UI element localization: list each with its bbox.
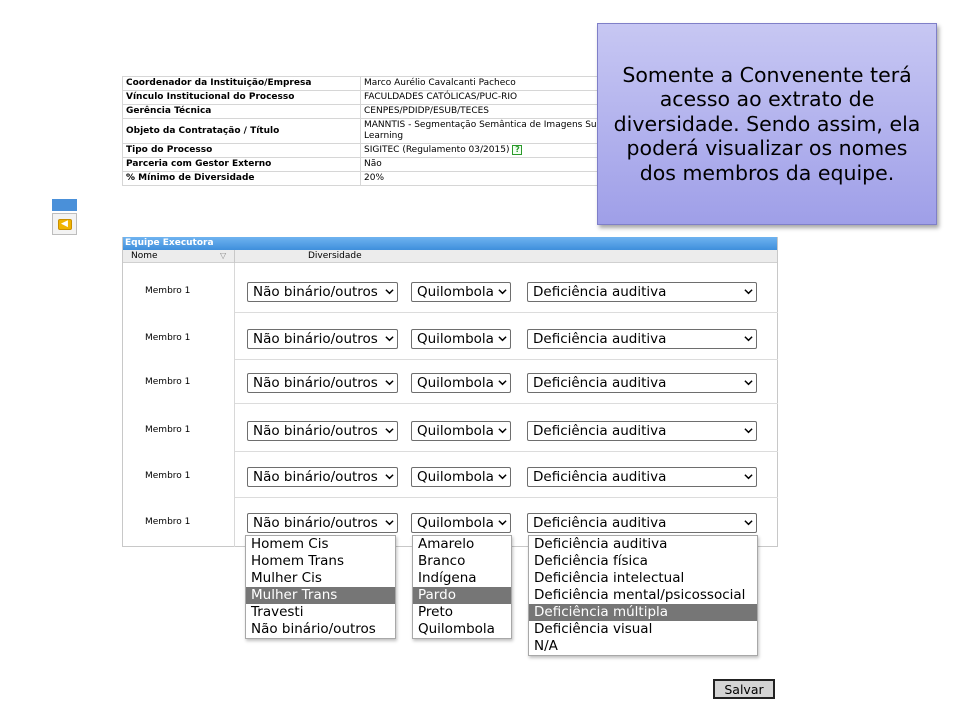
- sort-icon[interactable]: ▽: [220, 251, 227, 260]
- disability-dropdown-list[interactable]: [528, 535, 758, 656]
- info-value-line: MANNTIS - Segmentação Semântica de Imagens Su: [364, 120, 597, 130]
- team-column-header: [123, 250, 777, 263]
- chevron-down-icon: [744, 472, 753, 481]
- team-title: Equipe Executora: [123, 237, 777, 250]
- info-row: [123, 105, 622, 119]
- disability-option[interactable]: Deficiência física: [534, 553, 648, 569]
- disability-select[interactable]: [527, 282, 757, 302]
- info-label: Objeto da Contratação / Título: [123, 119, 361, 144]
- team-panel: [122, 237, 778, 547]
- info-label: % Mínimo de Diversidade: [123, 172, 361, 186]
- disability-option[interactable]: Deficiência múltipla: [529, 604, 757, 621]
- disability-option[interactable]: N/A: [534, 638, 558, 654]
- back-button[interactable]: [52, 213, 77, 235]
- race-option[interactable]: Amarelo: [418, 536, 475, 552]
- member-name: Membro 1: [145, 286, 191, 296]
- select-value: Deficiência auditiva: [533, 331, 667, 347]
- gender-select[interactable]: [247, 467, 398, 487]
- row-divider: [235, 451, 778, 452]
- gender-dropdown-list[interactable]: [245, 535, 396, 639]
- row-divider: [235, 312, 778, 313]
- race-option[interactable]: Preto: [418, 604, 454, 620]
- info-label: Vínculo Institucional do Processo: [123, 91, 361, 105]
- chevron-down-icon: [744, 287, 753, 296]
- info-value: Marco Aurélio Cavalcanti Pacheco: [361, 77, 622, 91]
- chevron-down-icon: [498, 287, 507, 296]
- info-value-line: Learning: [364, 131, 404, 141]
- chevron-down-icon: [498, 334, 507, 343]
- race-option[interactable]: Pardo: [413, 587, 511, 604]
- select-value: Não binário/outros: [253, 331, 378, 347]
- info-value: FACULDADES CATÓLICAS/PUC-RIO: [361, 91, 622, 105]
- member-name: Membro 1: [145, 425, 191, 435]
- row-divider: [235, 497, 778, 498]
- disability-option[interactable]: Deficiência visual: [534, 621, 653, 637]
- info-value: Não: [361, 158, 622, 172]
- select-value: Não binário/outros: [253, 469, 378, 485]
- chevron-down-icon: [498, 426, 507, 435]
- select-value: Deficiência auditiva: [533, 515, 667, 531]
- disability-option[interactable]: Deficiência mental/psicossocial: [534, 587, 746, 603]
- info-row: [123, 144, 622, 158]
- gender-select[interactable]: [247, 282, 398, 302]
- process-info-table: [122, 76, 622, 186]
- gender-option[interactable]: Homem Cis: [251, 536, 329, 552]
- race-select[interactable]: [411, 513, 511, 533]
- disability-select[interactable]: [527, 467, 757, 487]
- info-row: [123, 91, 622, 105]
- member-name: Membro 1: [145, 517, 191, 527]
- select-value: Quilombola: [417, 331, 494, 347]
- column-separator: [234, 250, 235, 263]
- gender-option[interactable]: Não binário/outros: [251, 621, 376, 637]
- info-row: [123, 158, 622, 172]
- chevron-down-icon: [744, 334, 753, 343]
- chevron-down-icon: [744, 518, 753, 527]
- select-value: Quilombola: [417, 515, 494, 531]
- member-name: Membro 1: [145, 333, 191, 343]
- info-value-text: SIGITEC (Regulamento 03/2015): [364, 145, 510, 155]
- select-value: Deficiência auditiva: [533, 469, 667, 485]
- race-select[interactable]: [411, 421, 511, 441]
- chevron-down-icon: [385, 287, 394, 296]
- info-value: [361, 144, 622, 158]
- info-row: [123, 119, 622, 144]
- chevron-down-icon: [744, 426, 753, 435]
- info-value: CENPES/PDIDP/ESUB/TECES: [361, 105, 622, 119]
- column-divider: [234, 263, 235, 547]
- gender-select[interactable]: [247, 513, 398, 533]
- member-name: Membro 1: [145, 471, 191, 481]
- select-value: Deficiência auditiva: [533, 423, 667, 439]
- info-label: Tipo do Processo: [123, 144, 361, 158]
- chevron-down-icon: [385, 334, 394, 343]
- column-nome[interactable]: Nome: [131, 251, 158, 261]
- select-value: Não binário/outros: [253, 515, 378, 531]
- gender-option[interactable]: Mulher Cis: [251, 570, 322, 586]
- info-value: 20%: [361, 172, 622, 186]
- chevron-down-icon: [385, 518, 394, 527]
- chevron-down-icon: [498, 378, 507, 387]
- info-label: Parceria com Gestor Externo: [123, 158, 361, 172]
- race-select[interactable]: [411, 329, 511, 349]
- callout-note: [597, 23, 937, 225]
- select-value: Não binário/outros: [253, 375, 378, 391]
- race-select[interactable]: [411, 467, 511, 487]
- info-row: [123, 77, 622, 91]
- select-value: Quilombola: [417, 375, 494, 391]
- race-option[interactable]: Quilombola: [418, 621, 495, 637]
- side-tab-indicator: [52, 199, 77, 211]
- race-dropdown-list[interactable]: [412, 535, 512, 639]
- back-arrow-icon: ◀: [58, 219, 72, 230]
- info-row: [123, 172, 622, 186]
- race-select[interactable]: [411, 282, 511, 302]
- row-divider: [235, 403, 778, 404]
- select-value: Deficiência auditiva: [533, 284, 667, 300]
- race-option[interactable]: Branco: [418, 553, 466, 569]
- gender-option[interactable]: Travesti: [251, 604, 304, 620]
- select-value: Quilombola: [417, 469, 494, 485]
- info-value: [361, 119, 622, 144]
- callout-text: Somente a Convenente terá acesso ao extrato de diversidade. Sendo assim, ela poderá visualizar os nomes dos membros da equipe.: [613, 62, 921, 185]
- chevron-down-icon: [498, 518, 507, 527]
- gender-option[interactable]: Homem Trans: [251, 553, 344, 569]
- member-name: Membro 1: [145, 377, 191, 387]
- select-value: Deficiência auditiva: [533, 375, 667, 391]
- row-divider: [235, 359, 778, 360]
- gender-select[interactable]: [247, 421, 398, 441]
- select-value: Quilombola: [417, 284, 494, 300]
- select-value: Não binário/outros: [253, 423, 378, 439]
- chevron-down-icon: [385, 426, 394, 435]
- disability-select[interactable]: [527, 373, 757, 393]
- chevron-down-icon: [385, 472, 394, 481]
- info-label: Gerência Técnica: [123, 105, 361, 119]
- disability-option[interactable]: Deficiência auditiva: [534, 536, 668, 552]
- chevron-down-icon: [385, 378, 394, 387]
- chevron-down-icon: [498, 472, 507, 481]
- chevron-down-icon: [744, 378, 753, 387]
- disability-option[interactable]: Deficiência intelectual: [534, 570, 685, 586]
- race-option[interactable]: Indígena: [418, 570, 477, 586]
- race-select[interactable]: [411, 373, 511, 393]
- save-button[interactable]: Salvar: [713, 679, 775, 699]
- help-icon[interactable]: ?: [512, 145, 522, 155]
- disability-select[interactable]: [527, 513, 757, 533]
- gender-select[interactable]: [247, 373, 398, 393]
- gender-select[interactable]: [247, 329, 398, 349]
- select-value: Quilombola: [417, 423, 494, 439]
- gender-option[interactable]: Mulher Trans: [246, 587, 395, 604]
- column-diversidade: Diversidade: [308, 251, 362, 261]
- info-label: Coordenador da Instituição/Empresa: [123, 77, 361, 91]
- disability-select[interactable]: [527, 421, 757, 441]
- select-value: Não binário/outros: [253, 284, 378, 300]
- disability-select[interactable]: [527, 329, 757, 349]
